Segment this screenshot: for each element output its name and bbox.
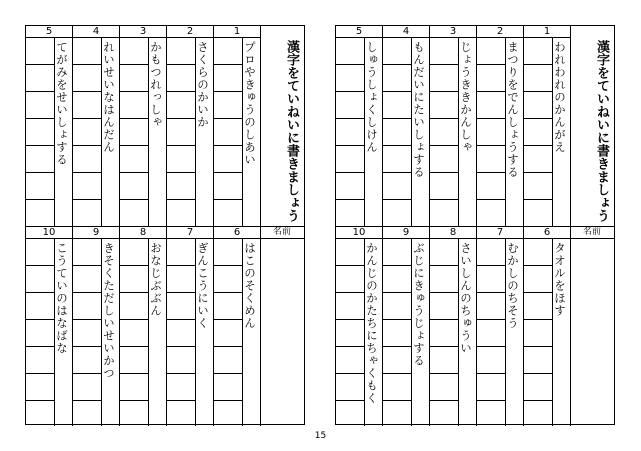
question-4 xyxy=(73,26,120,226)
answer-box[interactable] xyxy=(120,239,149,426)
page-number: 15 xyxy=(314,431,327,441)
question-number: 4 xyxy=(73,26,119,38)
name-column xyxy=(260,227,304,426)
question-reading: きそくただしいせいかつ xyxy=(102,242,116,380)
question-number: 4 xyxy=(383,26,429,38)
question-number: 2 xyxy=(167,26,213,38)
question-reading: プロやきゅうのしあい xyxy=(243,41,257,166)
question-7 xyxy=(477,227,524,426)
worksheet-title: 漢字をていねいに書きましょう xyxy=(594,40,609,222)
question-8 xyxy=(430,227,477,426)
question-reading: まつりをでんしょうする xyxy=(506,41,520,179)
question-3 xyxy=(120,26,167,226)
question-6 xyxy=(214,227,261,426)
question-reading: てがみをせいしょする xyxy=(55,41,69,166)
answer-box[interactable] xyxy=(167,239,196,426)
answer-box[interactable] xyxy=(167,38,196,226)
question-3 xyxy=(430,26,477,226)
question-reading: われわれのかんがえ xyxy=(553,41,567,154)
worksheet-left-bottom xyxy=(26,226,304,426)
question-reading: はこのそくめん xyxy=(243,242,257,330)
name-label: 名前 xyxy=(570,227,614,239)
question-7 xyxy=(167,227,214,426)
question-reading: れいせいなはんだん xyxy=(102,41,116,154)
answer-box[interactable] xyxy=(477,38,506,226)
answer-box[interactable] xyxy=(73,239,102,426)
answer-box[interactable] xyxy=(336,239,365,426)
question-10 xyxy=(336,227,383,426)
answer-box[interactable] xyxy=(524,239,553,426)
question-4 xyxy=(383,26,430,226)
name-column xyxy=(570,227,614,426)
question-reading: おなじぶぶん xyxy=(149,242,163,317)
question-number: 5 xyxy=(336,26,382,38)
question-number: 8 xyxy=(120,227,166,239)
name-label: 名前 xyxy=(260,227,304,239)
answer-box[interactable] xyxy=(26,38,55,226)
question-9 xyxy=(73,227,120,426)
answer-box[interactable] xyxy=(430,38,459,226)
answer-box[interactable] xyxy=(336,38,365,226)
question-reading: ぶじにきゅうじょする xyxy=(412,242,426,367)
worksheet-right-top xyxy=(336,26,614,226)
answer-box[interactable] xyxy=(214,239,243,426)
question-5 xyxy=(26,26,73,226)
question-number: 8 xyxy=(430,227,476,239)
question-1 xyxy=(214,26,261,226)
question-number: 3 xyxy=(120,26,166,38)
question-reading: こうていのはなばな xyxy=(55,242,69,355)
answer-box[interactable] xyxy=(26,239,55,426)
question-number: 10 xyxy=(336,227,382,239)
question-2 xyxy=(167,26,214,226)
answer-box[interactable] xyxy=(430,239,459,426)
question-reading: しゅうしょくしけん xyxy=(365,41,379,154)
worksheet-left-top xyxy=(26,26,304,226)
question-number: 10 xyxy=(26,227,72,239)
question-number: 9 xyxy=(73,227,119,239)
answer-box[interactable] xyxy=(73,38,102,226)
question-number: 5 xyxy=(26,26,72,38)
question-reading: さくらのかいか xyxy=(196,41,210,129)
answer-box[interactable] xyxy=(524,38,553,226)
answer-box[interactable] xyxy=(214,38,243,226)
answer-box[interactable] xyxy=(383,38,412,226)
question-number: 2 xyxy=(477,26,523,38)
question-5 xyxy=(336,26,383,226)
worksheet-title: 漢字をていねいに書きましょう xyxy=(284,40,299,222)
answer-box[interactable] xyxy=(120,38,149,226)
title-column xyxy=(570,26,614,226)
question-reading: タオルをほす xyxy=(553,242,567,317)
question-number: 3 xyxy=(430,26,476,38)
worksheet-left xyxy=(25,25,305,425)
question-6 xyxy=(524,227,571,426)
question-number: 6 xyxy=(214,227,260,239)
question-number: 7 xyxy=(477,227,523,239)
question-reading: じょうききかんしゃ xyxy=(459,41,473,154)
question-2 xyxy=(477,26,524,226)
question-number: 7 xyxy=(167,227,213,239)
question-number: 1 xyxy=(524,26,570,38)
question-10 xyxy=(26,227,73,426)
question-8 xyxy=(120,227,167,426)
question-number: 9 xyxy=(383,227,429,239)
question-9 xyxy=(383,227,430,426)
question-1 xyxy=(524,26,571,226)
question-number: 6 xyxy=(524,227,570,239)
question-reading: むかしのちそう xyxy=(506,242,520,330)
worksheet-right xyxy=(335,25,615,425)
question-reading: かんじのかたちにちゃくもく xyxy=(365,242,379,405)
question-number: 1 xyxy=(214,26,260,38)
question-reading: もんだいにたいしょする xyxy=(412,41,426,179)
question-reading: ぎんこうにいく xyxy=(196,242,210,330)
title-column xyxy=(260,26,304,226)
answer-box[interactable] xyxy=(477,239,506,426)
question-reading: かもつれっしゃ xyxy=(149,41,163,129)
worksheet-right-bottom xyxy=(336,226,614,426)
question-reading: さいしんのちゅうい xyxy=(459,242,473,355)
answer-box[interactable] xyxy=(383,239,412,426)
